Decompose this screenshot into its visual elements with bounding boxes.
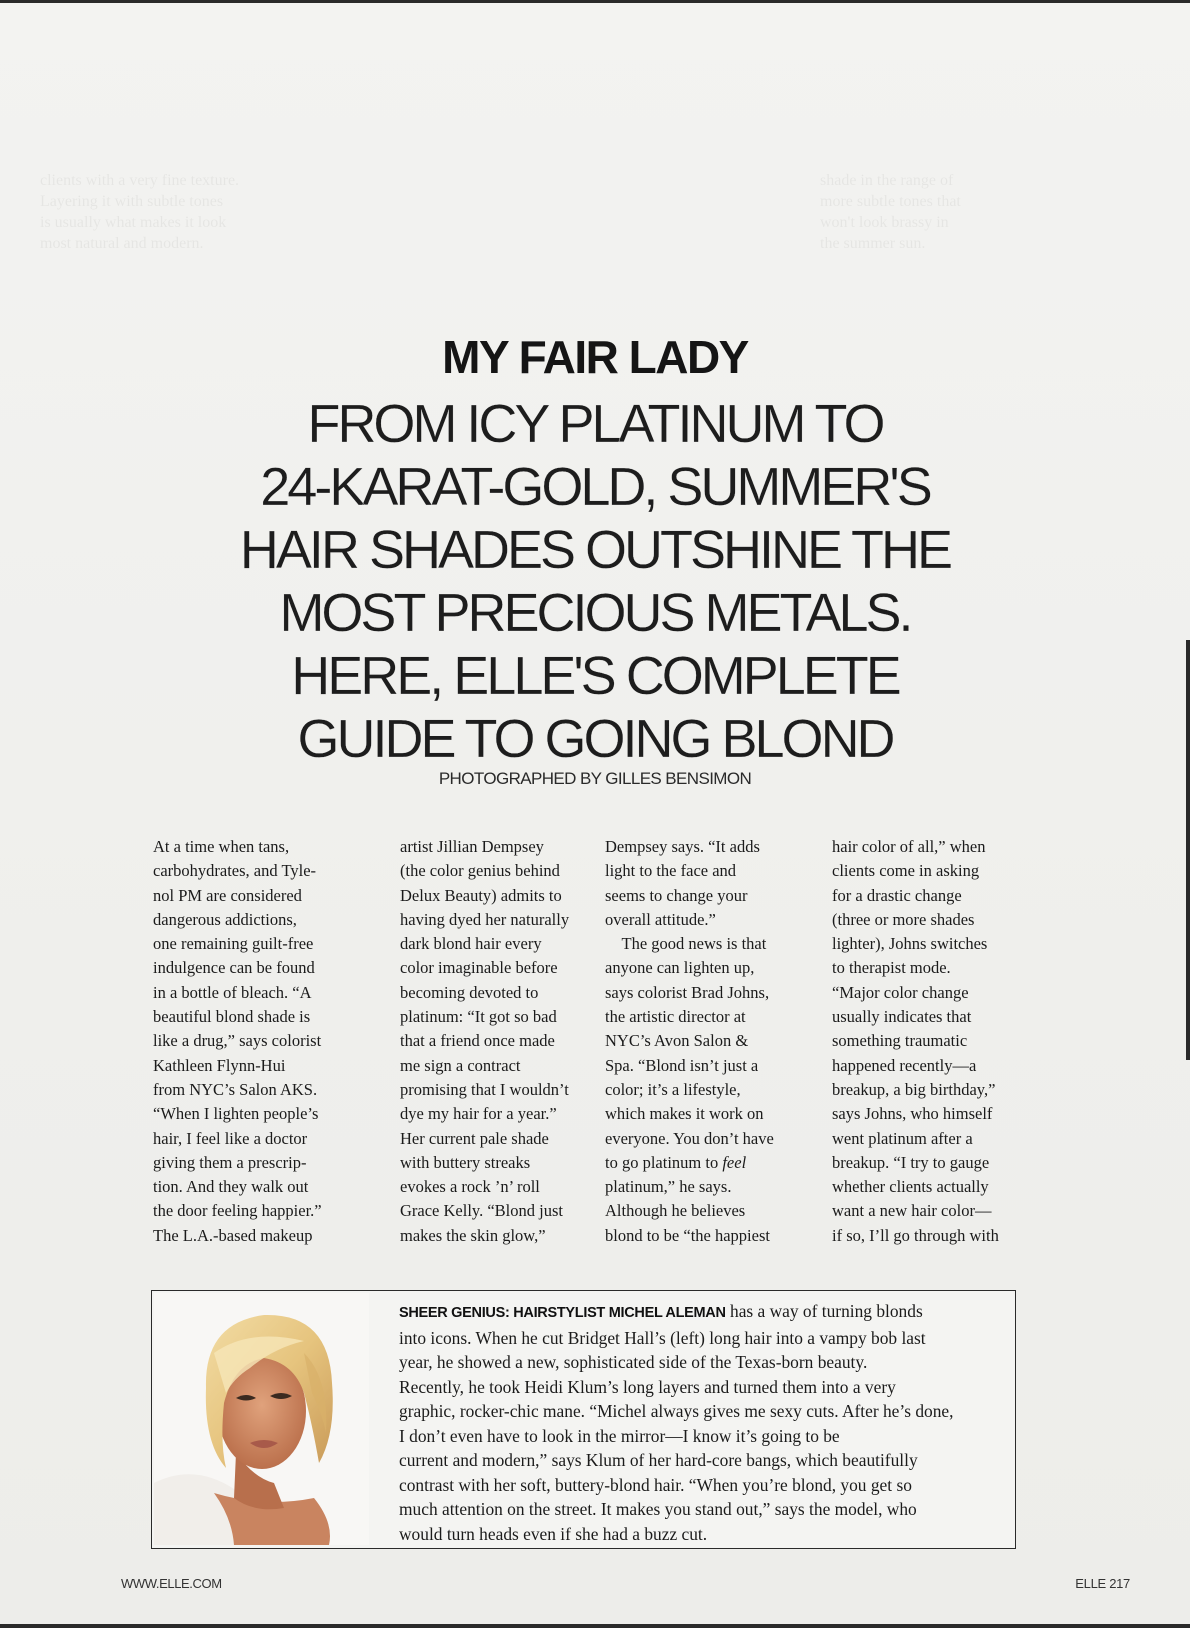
- text-line: Kathleen Flynn-Hui: [153, 1055, 286, 1075]
- caption-first-line: [399, 1299, 1007, 1326]
- text-line: makes the skin glow,”: [400, 1225, 546, 1245]
- text-line: happened recently—a: [832, 1055, 977, 1075]
- text-line: from NYC’s Salon AKS.: [153, 1079, 318, 1099]
- text-line: light to the face and: [605, 861, 737, 881]
- text-line: lighter), Johns switches: [832, 934, 988, 954]
- text-line: says colorist Brad Johns,: [605, 982, 770, 1002]
- text-line: “Major color change: [832, 982, 969, 1002]
- text-line: dye my hair for a year.”: [400, 1104, 557, 1124]
- text-line: everyone. You don’t have: [605, 1128, 774, 1148]
- text-line: color; it’s a lifestyle,: [605, 1079, 741, 1099]
- text-line: blond to be “the happiest: [605, 1225, 770, 1245]
- emphasis-word: feel: [722, 1152, 747, 1172]
- caption-line: graphic, rocker-chic mane. “Michel always gives me sexy cuts. After he’s done,: [399, 1401, 954, 1421]
- text-line: Dempsey says. “It adds: [605, 837, 760, 856]
- caption-line: would turn heads even if she had a buzz cut.: [399, 1523, 708, 1544]
- text-line: Grace Kelly. “Blond just: [400, 1201, 563, 1221]
- body-column-3: [605, 835, 815, 1248]
- headline-line: GUIDE TO GOING BLOND: [297, 709, 893, 769]
- text-line: Delux Beauty) admits to: [400, 885, 562, 905]
- text-line: NYC’s Avon Salon &: [605, 1031, 749, 1051]
- text-line: breakup, a big birthday,”: [832, 1079, 996, 1099]
- text-line: want a new hair color—: [832, 1201, 992, 1221]
- text-line: platinum: “It got so bad: [400, 1007, 557, 1027]
- text-line: The good news is that: [605, 934, 767, 954]
- caption-line: has a way of turning blonds: [725, 1301, 923, 1321]
- text-line: platinum,” he says.: [605, 1177, 732, 1197]
- text-line: carbohydrates, and Tyle-: [153, 861, 317, 881]
- photo-credit: PHOTOGRAPHED BY GILLES BENSIMON: [438, 769, 752, 788]
- caption-line: contrast with her soft, buttery-blond hair. “When you’re blond, you get so: [399, 1474, 912, 1495]
- caption-line: I don’t even have to look in the mirror—I know it’s going to be: [399, 1425, 840, 1446]
- text-line: clients come in asking: [832, 861, 980, 881]
- text-line: “When I lighten people’s: [153, 1104, 319, 1124]
- text-line: to therapist mode.: [832, 958, 951, 978]
- text-line: beautiful blond shade is: [153, 1007, 311, 1027]
- text-line: becoming devoted to: [400, 982, 539, 1002]
- model-photo: [154, 1293, 369, 1545]
- headline-line: FROM ICY PLATINUM TO: [307, 394, 883, 454]
- binding-edge: [1186, 640, 1190, 1060]
- text-line: with buttery streaks: [400, 1152, 531, 1172]
- headline: [200, 393, 990, 771]
- text-line: anyone can lighten up,: [605, 958, 755, 978]
- text-line: that a friend once made: [400, 1031, 555, 1051]
- footer-url: WWW.ELLE.COM: [121, 1576, 222, 1591]
- text-line: overall attitude.”: [605, 909, 716, 929]
- caption-line: much attention on the street. It makes you stand out,” says the model, who: [399, 1499, 917, 1519]
- text-line: if so, I’ll go through with: [832, 1225, 999, 1245]
- caption-line: Recently, he took Heidi Klum’s long layers and turned them into a very: [399, 1376, 896, 1397]
- text-line: Spa. “Blond isn’t just a: [605, 1055, 759, 1075]
- headline-line: HERE, ELLE'S COMPLETE: [291, 646, 899, 706]
- show-through-text-left: clients with a very fine texture. Layering it with subtle tones is usually what makes it look most natural and modern.: [40, 172, 240, 252]
- footer-folio: ELLE 217: [1075, 1576, 1130, 1591]
- kicker-title: MY FAIR LADY: [442, 331, 748, 383]
- text-line: artist Jillian Dempsey: [400, 837, 544, 856]
- headline-line: MOST PRECIOUS METALS.: [279, 583, 911, 643]
- text-line: hair color of all,” when: [832, 837, 986, 856]
- body-column-1: [153, 835, 371, 1248]
- caption-line: year, he showed a new, sophisticated side of the Texas-born beauty.: [399, 1352, 868, 1372]
- headline-line: 24-KARAT-GOLD, SUMMER'S: [260, 457, 930, 517]
- text-line: something traumatic: [832, 1031, 968, 1051]
- text-line: says Johns, who himself: [832, 1104, 993, 1124]
- text-line: (the color genius behind: [400, 861, 560, 881]
- text-line: in a bottle of bleach. “A: [153, 982, 312, 1002]
- text-line: color imaginable before: [400, 958, 558, 978]
- text-line: the door feeling happier.”: [153, 1201, 322, 1221]
- sidebar-box: [151, 1290, 1016, 1549]
- text-line: which makes it work on: [605, 1104, 764, 1124]
- text-line: giving them a prescrip-: [153, 1152, 307, 1172]
- text-line: At a time when tans,: [153, 837, 290, 856]
- text-line: one remaining guilt-free: [153, 934, 314, 954]
- text-line: whether clients actually: [832, 1177, 989, 1197]
- text-line: went platinum after a: [832, 1128, 973, 1148]
- text-line: usually indicates that: [832, 1007, 972, 1027]
- text-line: hair, I feel like a doctor: [153, 1128, 308, 1148]
- body-column-2: [400, 835, 600, 1248]
- text-line: having dyed her naturally: [400, 909, 570, 929]
- text-line: promising that I wouldn’t: [400, 1079, 569, 1099]
- text-line: to go platinum to feel: [605, 1152, 747, 1172]
- text-line: indulgence can be found: [153, 958, 315, 978]
- text-line: tion. And they walk out: [153, 1177, 309, 1197]
- text-line: breakup. “I try to gauge: [832, 1152, 990, 1172]
- body-column-4: [832, 835, 1032, 1248]
- caption-line: into icons. When he cut Bridget Hall’s (left) long hair into a vampy bob last: [399, 1327, 926, 1348]
- text-line: the artistic director at: [605, 1007, 746, 1027]
- bottom-edge-rule: [0, 1624, 1190, 1628]
- top-edge-rule: [0, 0, 1190, 3]
- caption-lead: SHEER GENIUS: HAIRSTYLIST MICHEL ALEMAN: [399, 1305, 726, 1321]
- text-line: me sign a contract: [400, 1055, 521, 1075]
- headline-line: HAIR SHADES OUTSHINE THE: [239, 520, 951, 580]
- text-line: Although he believes: [605, 1201, 746, 1221]
- text-line: Her current pale shade: [400, 1128, 549, 1148]
- text-line: The L.A.-based makeup: [153, 1225, 313, 1245]
- text-line: dark blond hair every: [400, 934, 542, 954]
- show-through-text-right: shade in the range of more subtle tones that won't look brassy in the summer sun.: [820, 172, 961, 252]
- text-line: seems to change your: [605, 885, 748, 905]
- model-portrait-illustration: [154, 1293, 369, 1545]
- sidebar-caption: [399, 1299, 1007, 1546]
- text-line: dangerous addictions,: [153, 909, 297, 929]
- text-line: evokes a rock ’n’ roll: [400, 1177, 540, 1197]
- text-line: (three or more shades: [832, 909, 975, 929]
- text-line: nol PM are considered: [153, 885, 302, 905]
- text-line: for a drastic change: [832, 885, 962, 905]
- text-line: like a drug,” says colorist: [153, 1031, 322, 1051]
- caption-line: current and modern,” says Klum of her hard-core bangs, which beautifully: [399, 1450, 918, 1470]
